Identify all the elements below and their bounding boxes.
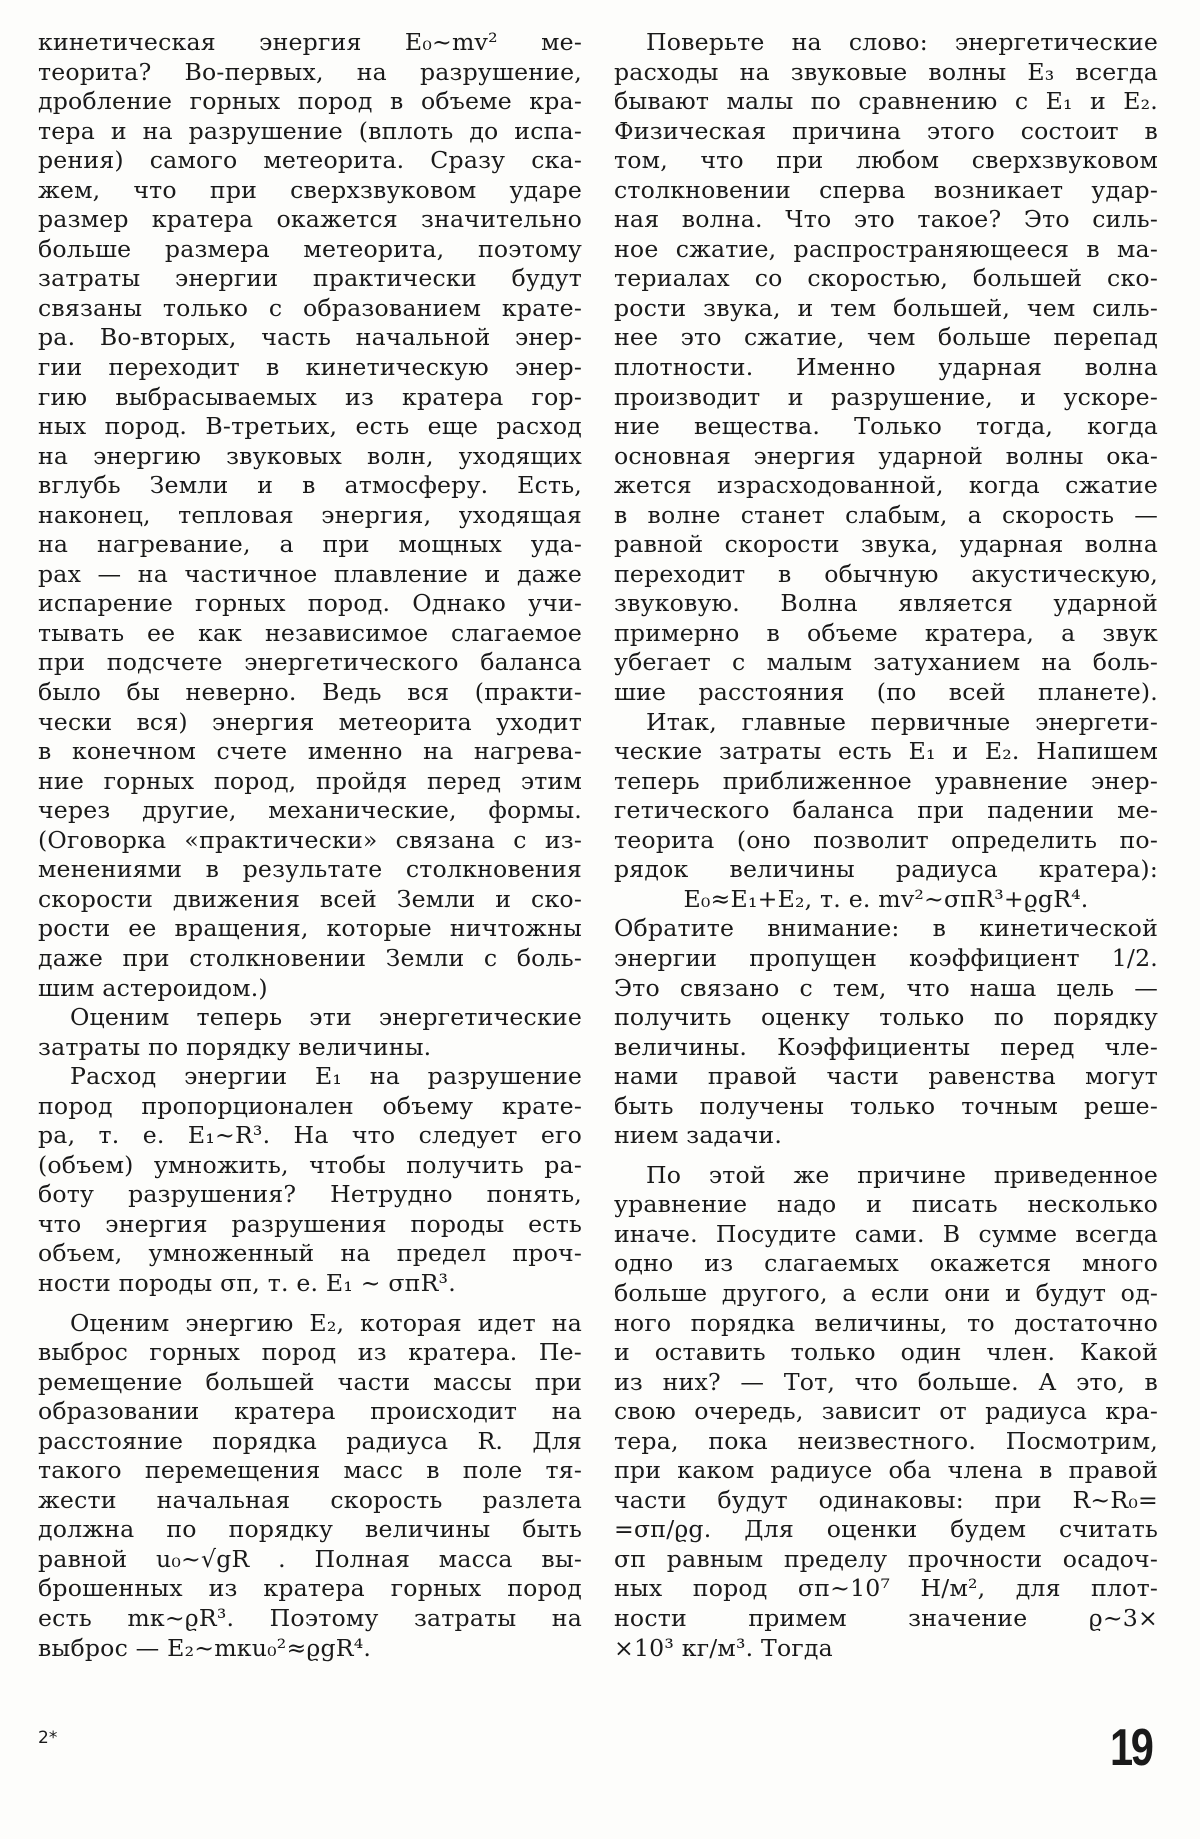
page-number: 19 [1110,1719,1152,1777]
text-line: дробление горных пород в объеме кра- [38,87,582,116]
text-line: рости звука, и тем большей, чем силь- [614,293,1158,322]
text-line: ра. Во-вторых, часть начальной энер- [38,323,582,352]
text-line: выброс горных пород из кратера. Пе- [38,1338,582,1367]
text-line: на энергию звуковых волн, уходящих [38,441,582,470]
text-line: расстояние порядка радиуса R. Для [38,1426,582,1455]
text-line: ности породы σп, т. е. E₁ ~ σпR³. [38,1268,456,1297]
text-line: =σп/ϱg. Для оценки будем считать [614,1515,1158,1544]
text-line: гию выбрасываемых из кратера гор- [38,382,582,411]
text-line: примерно в объеме кратера, а звук [614,618,1158,647]
text-line: образовании кратера происходит на [38,1397,582,1426]
text-line: убегает с малым затуханием на боль- [614,648,1158,677]
text-line: брошенных из кратера горных пород [38,1574,582,1603]
text-line: Это связано с тем, что наша цель — [614,973,1158,1002]
text-line: бывают малы по сравнению с E₁ и E₂. [614,87,1158,116]
text-line: рости ее вращения, которые ничтожны [38,914,582,943]
text-line: ческие затраты есть E₁ и E₂. Напишем [614,737,1158,766]
text-line: такого перемещения масс в поле тя- [38,1456,582,1485]
text-line: чески вся) энергия метеорита уходит [38,707,582,736]
text-line: даже при столкновении Земли с боль- [38,943,582,972]
text-line: что энергия разрушения породы есть [38,1209,582,1238]
text-line: жем, что при сверхзвуковом ударе [38,175,582,204]
text-line: жется израсходованной, когда сжатие [614,471,1158,500]
text-line: должна по порядку величины быть [38,1515,582,1544]
text-line: величины. Коэффициенты перед чле- [614,1032,1158,1061]
text-line: столкновении сперва возникает удар- [614,175,1158,204]
text-line: ного порядка величины, то достаточно [614,1308,1158,1337]
text-line: ние вещества. Только тогда, когда [614,412,1158,441]
text-line: затраты по порядку величины. [38,1032,432,1061]
text-line: быть получены только точным реше- [614,1091,1158,1120]
text-line: ра, т. е. E₁~R³. На что следует его [38,1121,582,1150]
text-line: (объем) умножить, чтобы получить ра- [38,1150,582,1179]
text-line: производит и разрушение, и ускоре- [614,382,1158,411]
text-line: гии переходит в кинетическую энер- [38,353,582,382]
text-line: Оценим энергию E₂, которая идет на [70,1308,582,1337]
text-line: объем, умноженный на предел проч- [38,1239,582,1268]
right-column [614,28,1158,1663]
text-line: расходы на звуковые волны E₃ всегда [614,57,1158,86]
text-line: жести начальная скорость разлета [38,1485,582,1514]
text-line: в волне станет слабым, а скорость — [614,500,1158,529]
text-line: том, что при любом сверхзвуковом [614,146,1158,175]
text-line: в конечном счете именно на нагрева- [38,737,582,766]
text-line: ных пород σп~10⁷ Н/м², для плот- [614,1574,1158,1603]
text-line: рядок величины радиуса кратера): [614,855,1158,884]
text-line: одно из слагаемых окажется много [614,1249,1158,1278]
text-line: энергии пропущен коэффициент 1/2. [614,943,1158,972]
text-line: ние горных пород, пройдя перед этим [38,766,582,795]
text-line: скорости движения всей Земли и ско- [38,884,582,913]
text-line: Оценим теперь эти энергетические [70,1003,582,1032]
text-line: испарение горных пород. Однако учи- [38,589,582,618]
text-line: рах — на частичное плавление и даже [38,559,582,588]
text-line: тывать ее как независимое слагаемое [38,618,582,647]
text-line: гетического баланса при падении ме- [614,796,1158,825]
text-line: σп равным пределу прочности осадоч- [614,1544,1158,1573]
text-line: при каком радиусе оба члена в правой [614,1456,1158,1485]
text-line: связаны только с образованием крате- [38,293,582,322]
text-line: уравнение надо и писать несколько [614,1190,1158,1219]
text-line: наконец, тепловая энергия, уходящая [38,500,582,529]
text-line: По этой же причине приведенное [646,1160,1158,1189]
text-line: нее это сжатие, чем больше перепад [614,323,1158,352]
text-line: через другие, механические, формы. [38,796,582,825]
signature-mark: 2* [38,1728,58,1748]
text-line: вглубь Земли и в атмосферу. Есть, [38,471,582,500]
text-line: ×10³ кг/м³. Тогда [614,1633,833,1662]
text-line: пород пропорционален объему крате- [38,1091,582,1120]
text-line: получить оценку только по порядку [614,1003,1158,1032]
text-line: затраты энергии практически будут [38,264,582,293]
text-line: теорита? Во-первых, на разрушение, [38,57,582,86]
text-line: части будут одинаковы: при R~R₀= [614,1485,1158,1514]
text-line: звуковую. Волна является ударной [614,589,1158,618]
text-line: больше размера метеорита, поэтому [38,234,582,263]
text-line: больше другого, а если они и будут од- [614,1278,1158,1307]
text-line: свою очередь, зависит от радиуса кра- [614,1397,1158,1426]
text-line: равной скорости звука, ударная волна [614,530,1158,559]
text-line: основная энергия ударной волны ока- [614,441,1158,470]
text-line: боту разрушения? Нетрудно понять, [38,1180,582,1209]
text-line: ная волна. Что это такое? Это силь- [614,205,1158,234]
paragraph-gap [38,1299,582,1309]
text-line: переходит в обычную акустическую, [614,559,1158,588]
text-line: тера и на разрушение (вплоть до испа- [38,116,582,145]
text-line: плотности. Именно ударная волна [614,353,1158,382]
text-line: териалах со скоростью, большей ско- [614,264,1158,293]
text-line: шие расстояния (по всей планете). [614,678,1158,707]
text-line: и оставить только один член. Какой [614,1338,1158,1367]
text-line: теперь приближенное уравнение энер- [614,766,1158,795]
text-line: ное сжатие, распространяющееся в ма- [614,234,1158,263]
text-line: менениями в результате столкновения [38,855,582,884]
text-line: рения) самого метеорита. Сразу ска- [38,146,582,175]
text-line: (Оговорка «практически» связана с из- [38,825,582,854]
left-column [38,28,582,1663]
text-line: размер кратера окажется значительно [38,205,582,234]
text-line: нами правой части равенства могут [614,1062,1158,1091]
text-line: тера, пока неизвестного. Посмотрим, [614,1426,1158,1455]
text-line: ных пород. В-третьих, есть еще расход [38,412,582,441]
text-line: иначе. Посудите сами. В сумме всегда [614,1219,1158,1248]
text-line: на нагревание, а при мощных уда- [38,530,582,559]
text-line: теорита (оно позволит определить по- [614,825,1158,854]
text-line: было бы неверно. Ведь вся (практи- [38,678,582,707]
text-line: ремещение большей части массы при [38,1367,582,1396]
paragraph-gap [614,1151,1158,1161]
text-line: Физическая причина этого состоит в [614,116,1158,145]
text-line: ности примем значение ϱ~3× [614,1603,1158,1632]
text-line: при подсчете энергетического баланса [38,648,582,677]
text-line: кинетическая энергия E₀~mv² ме- [38,28,582,56]
text-line: Итак, главные первичные энергети- [646,707,1158,736]
text-line: равной u₀~√gR . Полная масса вы- [38,1544,582,1573]
text-line: Поверьте на слово: энергетические [646,28,1158,56]
text-line: Расход энергии E₁ на разрушение [70,1062,582,1091]
text-line: Обратите внимание: в кинетической [614,914,1158,943]
equation-line: E₀≈E₁+E₂, т. е. mv²~σпR³+ϱgR⁴. [683,884,1089,913]
text-line: шим астероидом.) [38,973,268,1002]
text-line: есть mк~ϱR³. Поэтому затраты на [38,1603,582,1632]
text-line: выброс — E₂~mкu₀²≈ϱgR⁴. [38,1633,372,1662]
text-line: нием задачи. [614,1121,783,1150]
text-line: из них? — Тот, что больше. А это, в [614,1367,1158,1396]
